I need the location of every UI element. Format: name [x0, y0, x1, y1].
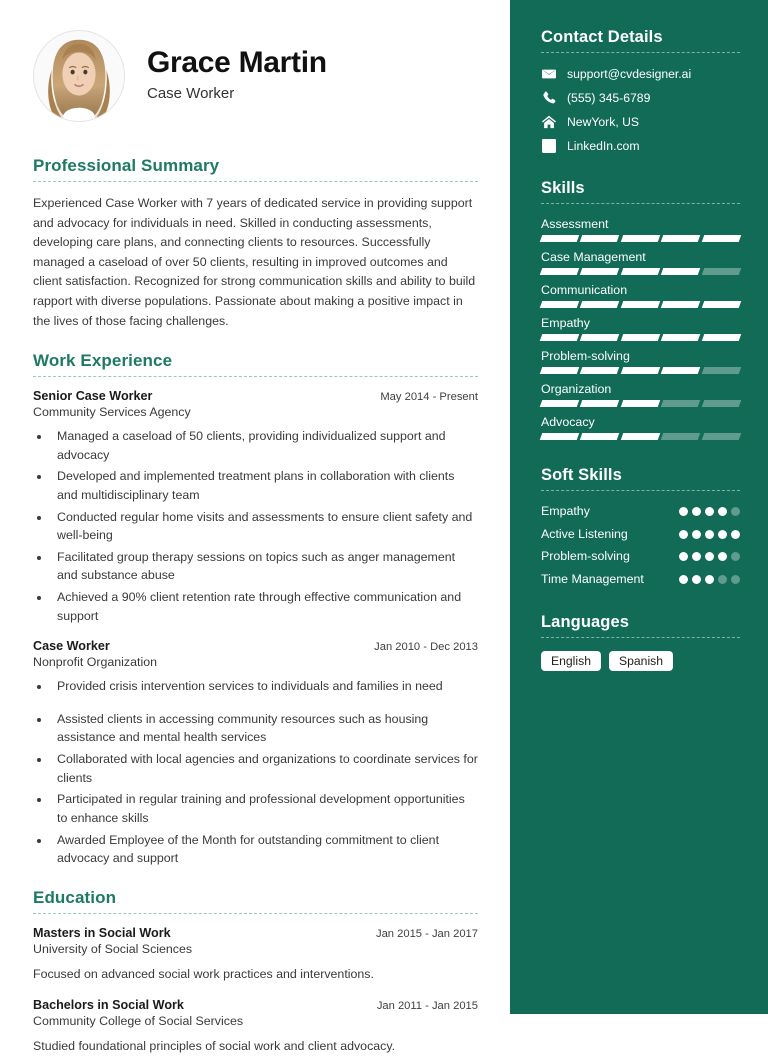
section-contact-details	[541, 28, 740, 153]
work-bullets	[51, 427, 478, 625]
sidebar	[510, 0, 768, 1014]
rating-dot	[679, 530, 688, 539]
skill-bar-segment	[580, 268, 620, 275]
rating-dot	[692, 530, 701, 539]
skill-bar-segment	[701, 235, 741, 242]
work-entry	[33, 639, 478, 867]
soft-skill-row	[541, 504, 740, 520]
skill-bar-segment	[580, 235, 620, 242]
divider	[33, 376, 478, 377]
languages-list	[541, 651, 740, 671]
avatar	[33, 30, 125, 122]
section-skills	[541, 179, 740, 440]
skill-bar-segment	[701, 433, 741, 440]
skill-bar-segment	[661, 367, 701, 374]
soft-skill-rating	[679, 549, 740, 561]
work-entry	[33, 389, 478, 625]
rating-dot	[705, 507, 714, 516]
soft-skill-row	[541, 549, 740, 565]
work-org: Nonprofit Organization	[33, 655, 157, 670]
skill-row	[541, 382, 740, 407]
work-entry-head	[33, 389, 478, 403]
profile-photo-icon	[34, 31, 124, 121]
skill-bar-segment	[540, 400, 580, 407]
soft-skill-label: Time Management	[541, 571, 644, 586]
rating-dot	[718, 575, 727, 584]
skill-bar-segment	[540, 301, 580, 308]
divider	[541, 52, 740, 53]
rating-dot	[692, 507, 701, 516]
soft-skill-rating	[679, 504, 740, 516]
phone-icon	[541, 90, 556, 105]
rating-dot	[679, 552, 688, 561]
skill-bar-segment	[540, 367, 580, 374]
skill-bar-segment	[661, 400, 701, 407]
contact-list	[541, 66, 740, 153]
soft-skill-label: Active Listening	[541, 526, 628, 541]
section-work-experience	[33, 351, 478, 868]
soft-skill-label: Problem-solving	[541, 549, 630, 563]
skill-bar-segment	[580, 334, 620, 341]
divider	[541, 490, 740, 491]
contact-item-email[interactable]	[541, 66, 740, 81]
education-date: Jan 2011 - Jan 2015	[376, 999, 478, 1012]
section-title-education: Education	[33, 887, 117, 907]
skill-bar-segment	[540, 334, 580, 341]
list-item: • Developed and implemented treatment plans in collaboration with clients and multidisciplinary team	[51, 467, 478, 504]
job-title: Case Worker	[147, 85, 235, 102]
contact-item-location[interactable]	[541, 114, 740, 129]
skill-level-bar	[541, 235, 740, 242]
skill-label: Organization	[541, 382, 612, 396]
rating-dot	[731, 552, 740, 561]
skill-bar-segment	[621, 235, 661, 242]
skill-label: Advocacy	[541, 415, 595, 429]
rating-dot	[705, 575, 714, 584]
skill-bar-segment	[661, 433, 701, 440]
skill-bar-segment	[621, 268, 661, 275]
skill-bar-segment	[701, 301, 741, 308]
skill-bar-segment	[661, 334, 701, 341]
contact-linkedin-text: LinkedIn.com	[567, 138, 640, 153]
skill-bar-segment	[621, 334, 661, 341]
soft-skills-list	[541, 504, 740, 587]
skill-row	[541, 316, 740, 341]
section-title-contact: Contact Details	[541, 28, 663, 46]
section-languages	[541, 613, 740, 671]
skill-bar-segment	[580, 400, 620, 407]
list-item: • Collaborated with local agencies and organizations to coordinate services for clients	[51, 750, 478, 787]
education-school: University of Social Sciences	[33, 941, 193, 956]
skill-bar-segment	[580, 367, 620, 374]
skill-label: Assessment	[541, 217, 609, 231]
skill-row	[541, 283, 740, 308]
work-org: Community Services Agency	[33, 405, 191, 420]
summary-text: Experienced Case Worker with 7 years of dedicated service in providing support and advocacy for individuals in need. Skilled in conducting assessments, developing care plans, and connecting clients to resources. Successfully managed a caseload of over 50 clients, resulting in improved outcomes and client satisfaction. Recognized for strong communication skills and ability to build rapport with diverse populations. Passionate about making a positive impact in the lives of those facing challenges.	[33, 196, 476, 328]
skill-row	[541, 217, 740, 242]
language-chip: English	[541, 651, 601, 671]
work-date: Jan 2010 - Dec 2013	[374, 641, 478, 654]
skill-bar-segment	[540, 268, 580, 275]
skill-label: Empathy	[541, 316, 590, 330]
skill-bar-segment	[621, 433, 661, 440]
contact-item-phone[interactable]	[541, 90, 740, 105]
skill-label: Case Management	[541, 250, 646, 264]
contact-item-linkedin[interactable]	[541, 138, 740, 153]
skills-list	[541, 217, 740, 440]
rating-dot	[705, 552, 714, 561]
rating-dot	[731, 530, 740, 539]
education-entry	[33, 926, 478, 984]
section-title-work: Work Experience	[33, 351, 173, 371]
section-title-skills: Skills	[541, 179, 585, 197]
skill-bar-segment	[661, 301, 701, 308]
contact-email-text: support@cvdesigner.ai	[567, 66, 692, 81]
list-item: • Awarded Employee of the Month for outstanding commitment to client advocacy and support	[51, 831, 478, 868]
rating-dot	[731, 507, 740, 516]
rating-dot	[679, 507, 688, 516]
divider	[541, 637, 740, 638]
skill-level-bar	[541, 400, 740, 407]
rating-dot	[679, 575, 688, 584]
skill-level-bar	[541, 433, 740, 440]
skill-row	[541, 250, 740, 275]
soft-skill-rating	[679, 572, 740, 584]
skill-bar-segment	[621, 367, 661, 374]
rating-dot	[718, 552, 727, 561]
divider	[33, 181, 478, 182]
section-education	[33, 888, 478, 1056]
list-item: • Managed a caseload of 50 clients, providing individualized support and advocacy	[51, 427, 478, 464]
resume-header	[33, 30, 478, 122]
list-item: • Participated in regular training and professional development opportunities to enhance skills	[51, 790, 478, 827]
soft-skill-rating	[679, 527, 740, 539]
skill-bar-segment	[540, 433, 580, 440]
list-item: • Achieved a 90% client retention rate through effective communication and support	[51, 588, 478, 625]
education-entry	[33, 998, 478, 1056]
rating-dot	[718, 530, 727, 539]
skill-bar-segment	[701, 367, 741, 374]
skill-row	[541, 415, 740, 440]
education-desc: Focused on advanced social work practices and interventions.	[33, 966, 374, 981]
soft-skill-row	[541, 572, 740, 588]
work-role: Case Worker	[33, 639, 110, 654]
list-item: • Facilitated group therapy sessions on topics such as anger management and substance abuse	[51, 548, 478, 585]
rating-dot	[718, 507, 727, 516]
list-item: • Assisted clients in accessing community resources such as housing assistance and mental health services	[51, 710, 478, 747]
divider	[541, 203, 740, 204]
page-title: Grace Martin	[147, 46, 327, 79]
skill-bar-segment	[621, 301, 661, 308]
education-school: Community College of Social Services	[33, 1013, 244, 1028]
skill-label: Problem-solving	[541, 349, 630, 363]
skill-label: Communication	[541, 283, 628, 297]
linkedin-icon	[541, 138, 556, 153]
education-date: Jan 2015 - Jan 2017	[375, 927, 478, 940]
skill-bar-segment	[701, 268, 741, 275]
soft-skill-label: Empathy	[541, 504, 590, 518]
skill-bar-segment	[701, 334, 741, 341]
skill-row	[541, 349, 740, 374]
envelope-icon	[541, 66, 556, 81]
skill-bar-segment	[621, 400, 661, 407]
education-desc: Studied foundational principles of social work and client advocacy.	[33, 1038, 396, 1053]
skill-bar-segment	[580, 301, 620, 308]
skill-level-bar	[541, 367, 740, 374]
rating-dot	[731, 575, 740, 584]
rating-dot	[692, 552, 701, 561]
list-item: • Provided crisis intervention services to individuals and families in need	[51, 677, 478, 696]
section-soft-skills	[541, 466, 740, 587]
skill-bar-segment	[540, 235, 580, 242]
language-chip: Spanish	[609, 651, 673, 671]
skill-bar-segment	[661, 235, 701, 242]
work-role: Senior Case Worker	[33, 389, 153, 404]
education-degree: Masters in Social Work	[33, 925, 171, 940]
education-degree: Bachelors in Social Work	[33, 997, 184, 1012]
skill-level-bar	[541, 268, 740, 275]
home-icon	[541, 114, 556, 129]
rating-dot	[692, 575, 701, 584]
skill-bar-segment	[661, 268, 701, 275]
contact-phone-text: (555) 345-6789	[567, 90, 651, 105]
section-title-languages: Languages	[541, 613, 630, 631]
divider	[33, 913, 478, 914]
contact-location-text: NewYork, US	[567, 114, 640, 129]
rating-dot	[705, 530, 714, 539]
section-professional-summary	[33, 156, 478, 331]
skill-bar-segment	[580, 433, 620, 440]
section-title-summary: Professional Summary	[33, 156, 220, 175]
list-item: • Conducted regular home visits and assessments to ensure client safety and well-being	[51, 508, 478, 545]
skill-level-bar	[541, 301, 740, 308]
skill-level-bar	[541, 334, 740, 341]
education-entry-head	[33, 998, 478, 1012]
work-entry-head	[33, 639, 478, 653]
section-title-soft-skills: Soft Skills	[541, 466, 622, 484]
work-date: May 2014 - Present	[380, 391, 478, 404]
name-block	[147, 46, 327, 106]
education-entry-head	[33, 926, 478, 940]
work-bullets	[51, 677, 478, 867]
skill-bar-segment	[701, 400, 741, 407]
soft-skill-row	[541, 527, 740, 543]
